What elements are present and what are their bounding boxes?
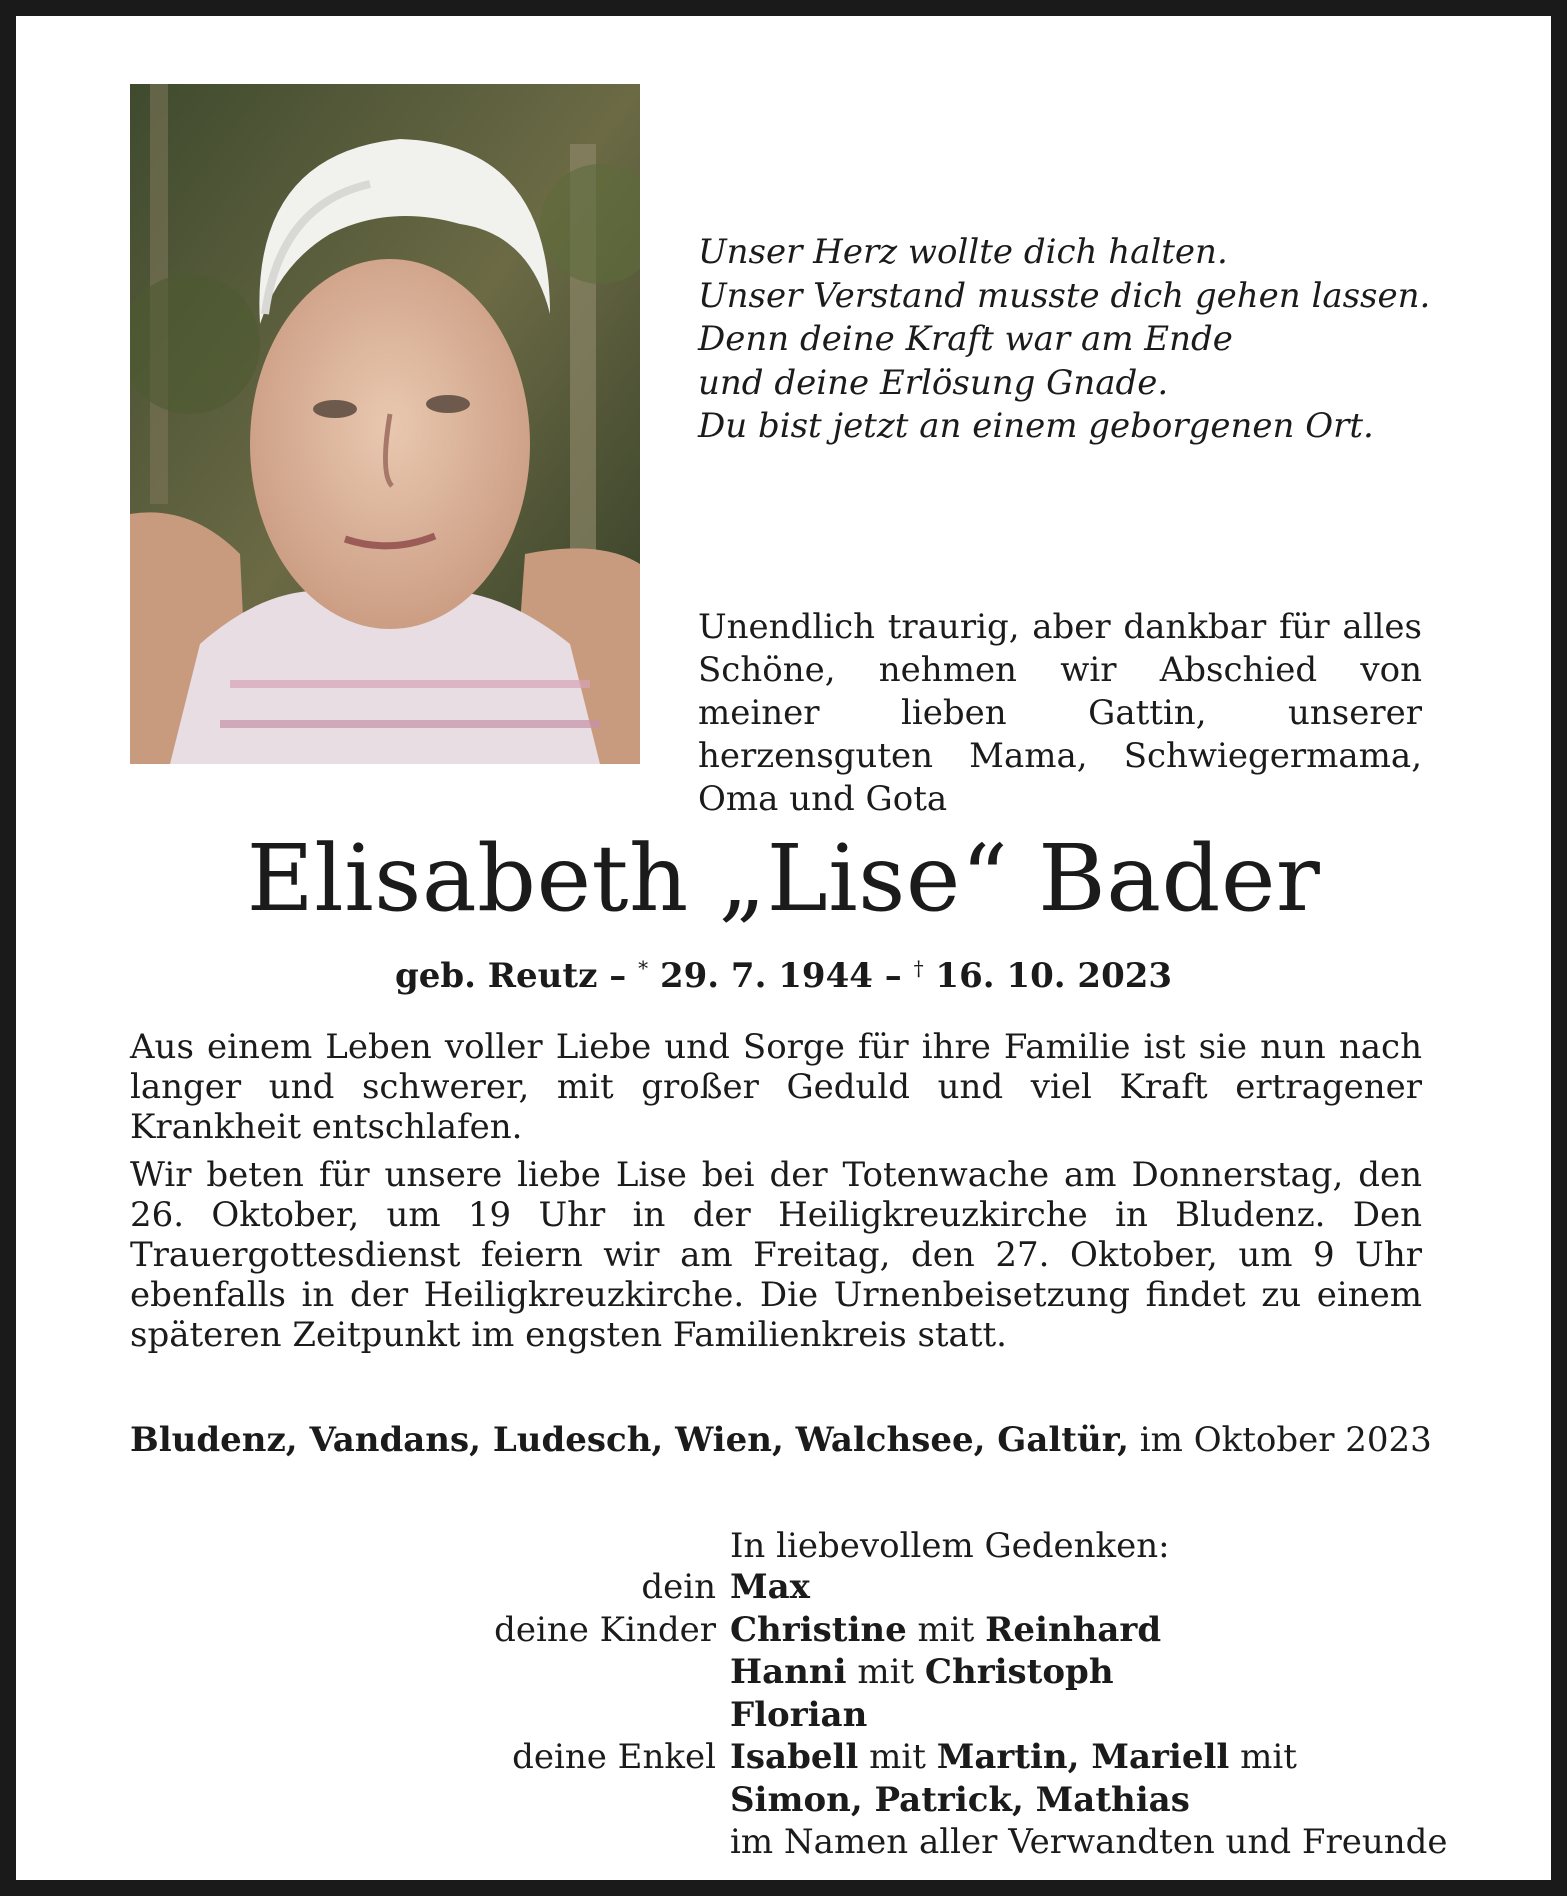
mourner-name: Simon, Patrick, Mathias xyxy=(730,1779,1190,1820)
place-date-line xyxy=(130,1418,1450,1462)
paragraph: Wir beten für unsere liebe Lise bei der Totenwache am Donnerstag, den 26. Oktober, um 19 Uhr in der Heiligkreuzkirche in Bludenz. Den Trauergottesdienst feiern wir am Freitag, den 27. Oktober, um 9 Uhr ebenfalls in der Heiligkreuzkirche. Die Urnenbeisetzung findet zu einem späteren Zeitpunkt im engsten Familienkreis statt. xyxy=(130,1155,1422,1355)
date: im Oktober 2023 xyxy=(1128,1420,1432,1460)
farewell-intro: Unendlich traurig, aber dankbar für alles Schöne, nehmen wir Abschied von meiner lieben Gattin, unserer herzensguten Mama, Schwiegermama, Oma und Gota xyxy=(698,607,1422,819)
portrait-photo xyxy=(130,84,640,764)
mourner-connector: mit xyxy=(906,1609,986,1650)
places: Bludenz, Vandans, Ludesch, Wien, Walchsee, Galtür, xyxy=(130,1420,1129,1460)
mourner-names xyxy=(730,1566,810,1609)
mourner-name: Hanni xyxy=(730,1652,847,1692)
mourner-names xyxy=(730,1779,1190,1822)
obituary-page xyxy=(16,16,1551,1880)
birth-symbol: * xyxy=(638,956,649,980)
mourner-name: Martin, Mariell xyxy=(936,1737,1230,1777)
mourner-row xyxy=(16,1736,1551,1779)
mourner-name: Christine xyxy=(730,1609,907,1650)
poem xyxy=(698,231,1438,449)
memory-line: In liebevollem Gedenken: xyxy=(730,1526,1170,1566)
birth-date: 29. 7. 1944 xyxy=(648,956,873,996)
mourner-relation: deine Kinder xyxy=(494,1609,716,1650)
mourner-row xyxy=(16,1566,1551,1609)
poem-line: Denn deine Kraft war am Ende xyxy=(698,319,1233,359)
mourner-row xyxy=(16,1779,1551,1822)
separator: – xyxy=(872,956,914,996)
mourner-connector: mit xyxy=(858,1737,937,1777)
paragraph: Aus einem Leben voller Liebe und Sorge für ihre Familie ist sie nun nach langer und schwerer, mit großer Geduld und viel Kraft ertragener Krankheit entschlafen. xyxy=(130,1027,1422,1147)
mourner-row xyxy=(16,1821,1551,1864)
mourner-connector: mit xyxy=(1229,1737,1297,1777)
mourner-relation: deine Enkel xyxy=(512,1737,716,1777)
mourner-connector: mit xyxy=(846,1652,925,1692)
poem-line: Du bist jetzt an einem geborgenen Ort. xyxy=(698,406,1374,446)
mourner-name: Isabell xyxy=(730,1737,859,1777)
poem-line: Unser Verstand musste dich gehen lassen. xyxy=(698,275,1431,316)
birth-name: geb. Reutz xyxy=(394,956,598,996)
death-date: 16. 10. 2023 xyxy=(923,956,1173,996)
mourner-name: Reinhard xyxy=(985,1609,1162,1650)
mourner-names xyxy=(730,1821,1448,1864)
mourner-names xyxy=(730,1609,1161,1652)
mourner-row xyxy=(16,1694,1551,1737)
mourner-names xyxy=(730,1736,1297,1779)
mourner-names xyxy=(730,1651,1114,1694)
mourner-name: Max xyxy=(730,1567,810,1607)
separator: – xyxy=(597,956,639,996)
poem-line: und deine Erlösung Gnade. xyxy=(698,362,1169,403)
mourners-list xyxy=(16,1566,1551,1864)
mourner-row xyxy=(16,1651,1551,1694)
obituary-text xyxy=(130,1027,1422,1363)
mourner-connector: im Namen aller Verwandten und Freunde xyxy=(730,1822,1448,1862)
death-symbol: † xyxy=(913,956,924,980)
mourner-name: Florian xyxy=(730,1694,868,1735)
mourner-relation: dein xyxy=(641,1567,716,1607)
deceased-name: Elisabeth „Lise“ Bader xyxy=(246,825,1321,932)
mourner-row xyxy=(16,1609,1551,1652)
poem-line: Unser Herz wollte dich halten. xyxy=(698,232,1228,272)
portrait-illustration xyxy=(130,84,640,764)
mourner-name: Christoph xyxy=(924,1652,1114,1692)
mourner-names xyxy=(730,1694,867,1737)
life-dates xyxy=(16,946,1551,998)
